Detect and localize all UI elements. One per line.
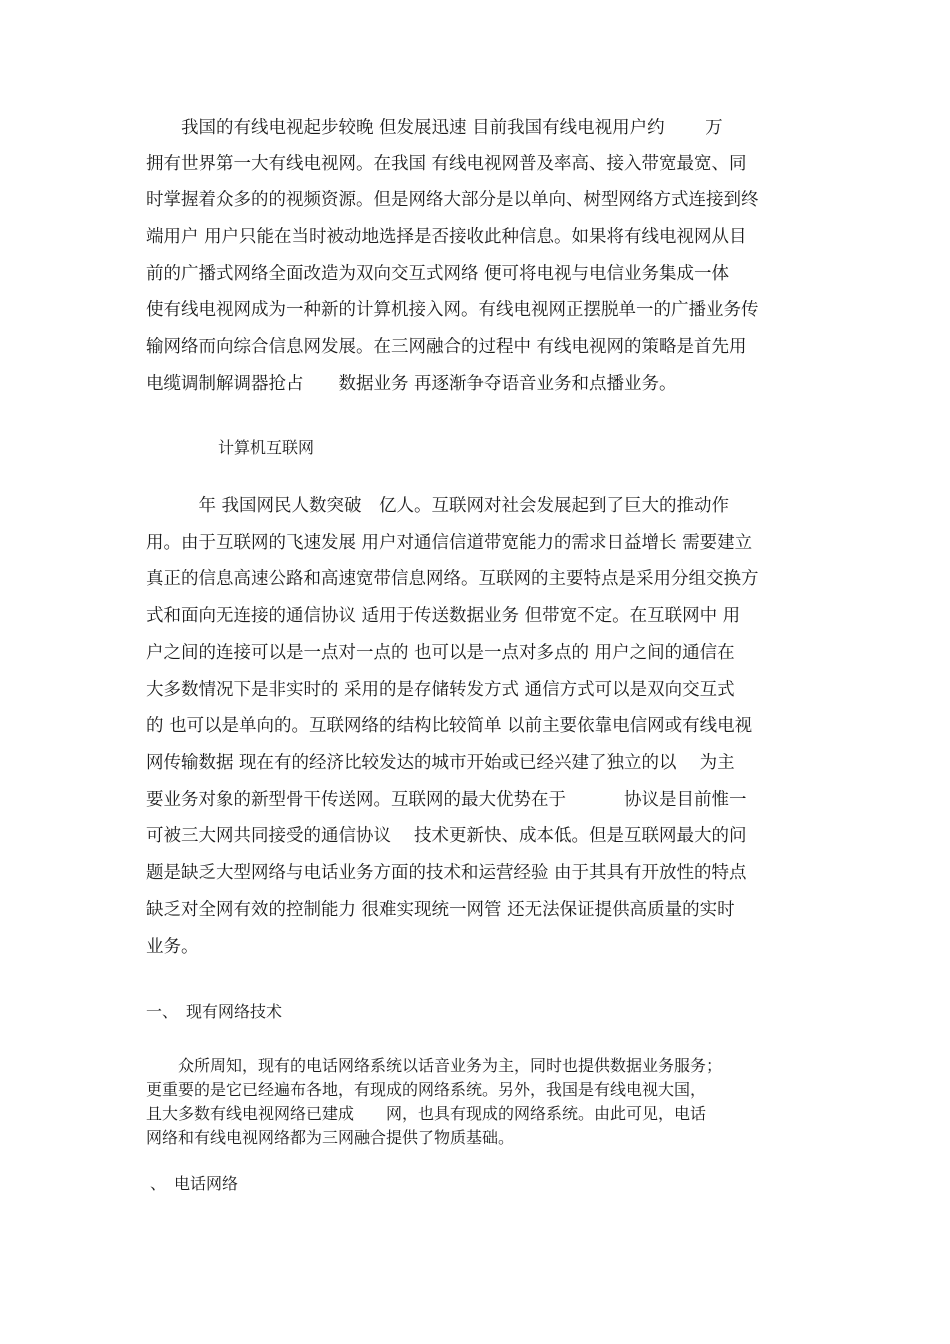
section-heading-phone-network: 、 电话网络 xyxy=(150,1174,239,1193)
paragraph-2-line: 户之间的连接可以是一点对一点的 也可以是一点对多点的 用户之间的通信在 xyxy=(146,643,735,663)
paragraph-2-line: 缺乏对全网有效的控制能力 很难实现统一网管 还无法保证提供高质量的实时 xyxy=(146,900,735,920)
paragraph-1-line: 输网络而向综合信息网发展。在三网融合的过程中 有线电视网的策略是首先用 xyxy=(146,337,747,357)
paragraph-1-line: 拥有世界第一大有线电视网。在我国 有线电视网普及率高、接入带宽最宽、同 xyxy=(146,154,747,174)
paragraph-2-line: 式和面向无连接的通信协议 适用于传送数据业务 但带宽不定。在互联网中 用 xyxy=(146,606,741,626)
paragraph-2-line: 业务。 xyxy=(146,937,199,957)
paragraph-2-line: 要业务对象的新型骨干传送网。互联网的最大优势在于 协议是目前惟一 xyxy=(146,790,747,810)
paragraph-1-line: 电缆调制解调器抢占 数据业务 再逐渐争夺语音业务和点播业务。 xyxy=(146,374,677,394)
section-heading-internet: 计算机互联网 xyxy=(218,438,315,457)
paragraph-1-line: 前的广播式网络全面改造为双向交互式网络 便可将电视与电信业务集成一体 xyxy=(146,264,730,284)
paragraph-2-line: 可被三大网共同接受的通信协议 技术更新快、成本低。但是互联网最大的问 xyxy=(146,826,747,846)
paragraph-2-line: 大多数情况下是非实时的 采用的是存储转发方式 通信方式可以是双向交互式 xyxy=(146,680,735,700)
paragraph-1-line: 端用户 用户只能在当时被动地选择是否接收此种信息。如果将有线电视网从目 xyxy=(146,227,747,247)
paragraph-2-line: 用。由于互联网的飞速发展 用户对通信信道带宽能力的需求日益增长 需要建立 xyxy=(146,533,753,553)
paragraph-2-line: 年 我国网民人数突破 亿人。互联网对社会发展起到了巨大的推动作 xyxy=(146,496,730,516)
paragraph-3-line: 网络和有线电视网络都为三网融合提供了物质基础。 xyxy=(146,1128,515,1147)
paragraph-2-line: 题是缺乏大型网络与电话业务方面的技术和运营经验 由于其具有开放性的特点 xyxy=(146,863,747,883)
section-heading-existing-tech: 一、 现有网络技术 xyxy=(146,1002,283,1021)
paragraph-2-line: 的 也可以是单向的。互联网络的结构比较简单 以前主要依靠电信网或有线电视 xyxy=(146,716,753,736)
paragraph-1-line: 使有线电视网成为一种新的计算机接入网。有线电视网正摆脱单一的广播业务传 xyxy=(146,300,759,320)
paragraph-3-line: 且大多数有线电视网络已建成 网，也具有现成的网络系统。由此可见，电话 xyxy=(146,1104,707,1123)
paragraph-1-line: 时掌握着众多的的视频资源。但是网络大部分是以单向、树型网络方式连接到终 xyxy=(146,190,759,210)
paragraph-3-line: 更重要的是它已经遍布各地，有现成的网络系统。另外，我国是有线电视大国， xyxy=(146,1080,707,1099)
paragraph-1-line: 我国的有线电视起步较晚 但发展迅速 目前我国有线电视用户约 万 xyxy=(146,118,723,138)
paragraph-2-line: 网传输数据 现在有的经济比较发达的城市开始或已经兴建了独立的以 为主 xyxy=(146,753,735,773)
paragraph-2-line: 真正的信息高速公路和高速宽带信息网络。互联网的主要特点是采用分组交换方 xyxy=(146,569,759,589)
paragraph-3-line: 众所周知，现有的电话网络系统以话音业务为主，同时也提供数据业务服务； xyxy=(146,1056,723,1075)
